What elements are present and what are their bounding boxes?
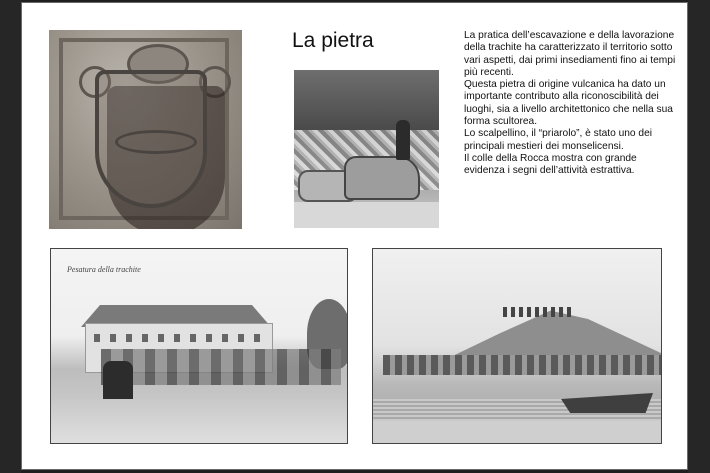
rocca-hill-etching — [372, 248, 662, 444]
quarry-worker-photo — [294, 70, 439, 228]
stone-worker-figure — [396, 120, 410, 160]
shield-band — [115, 130, 197, 154]
left-dark-border — [0, 0, 21, 473]
castle-walls — [503, 307, 573, 317]
stone-coat-of-arms-photo — [49, 30, 242, 229]
trachite-weighing-postcard — [50, 248, 348, 444]
postcard-caption: Pesatura della trachite — [67, 265, 141, 274]
paragraph: Lo scalpellino, il “priarolo”, è stato uno dei principali mestieri dei monselicensi. — [464, 128, 653, 152]
paragraph: La pratica dell’escavazione e della lavorazione della trachite ha caratterizzato il territorio sotto vari aspetti, dai primi insediamenti fino ai tempi più recenti. — [464, 30, 676, 78]
paragraph: Il colle della Rocca mostra con grande evidenza i segni dell’attività estrattiva. — [464, 152, 637, 177]
boat — [561, 393, 653, 413]
poster-page — [21, 2, 688, 470]
right-dark-border — [688, 0, 710, 473]
description-text — [464, 30, 678, 178]
town-buildings — [383, 355, 662, 375]
horse-carts — [101, 349, 341, 385]
canal-bank — [373, 421, 662, 444]
quarry-ground — [294, 202, 439, 228]
dirt-road — [51, 399, 348, 444]
paragraph: Questa pietra di origine vulcanica ha dato un importante contributo alla riconoscibilità dei luoghi, sia a livello architettonico che nella sua forma scultorea. — [464, 79, 673, 128]
page-title: La pietra — [292, 29, 374, 52]
quarry-boulder-large — [344, 156, 420, 200]
